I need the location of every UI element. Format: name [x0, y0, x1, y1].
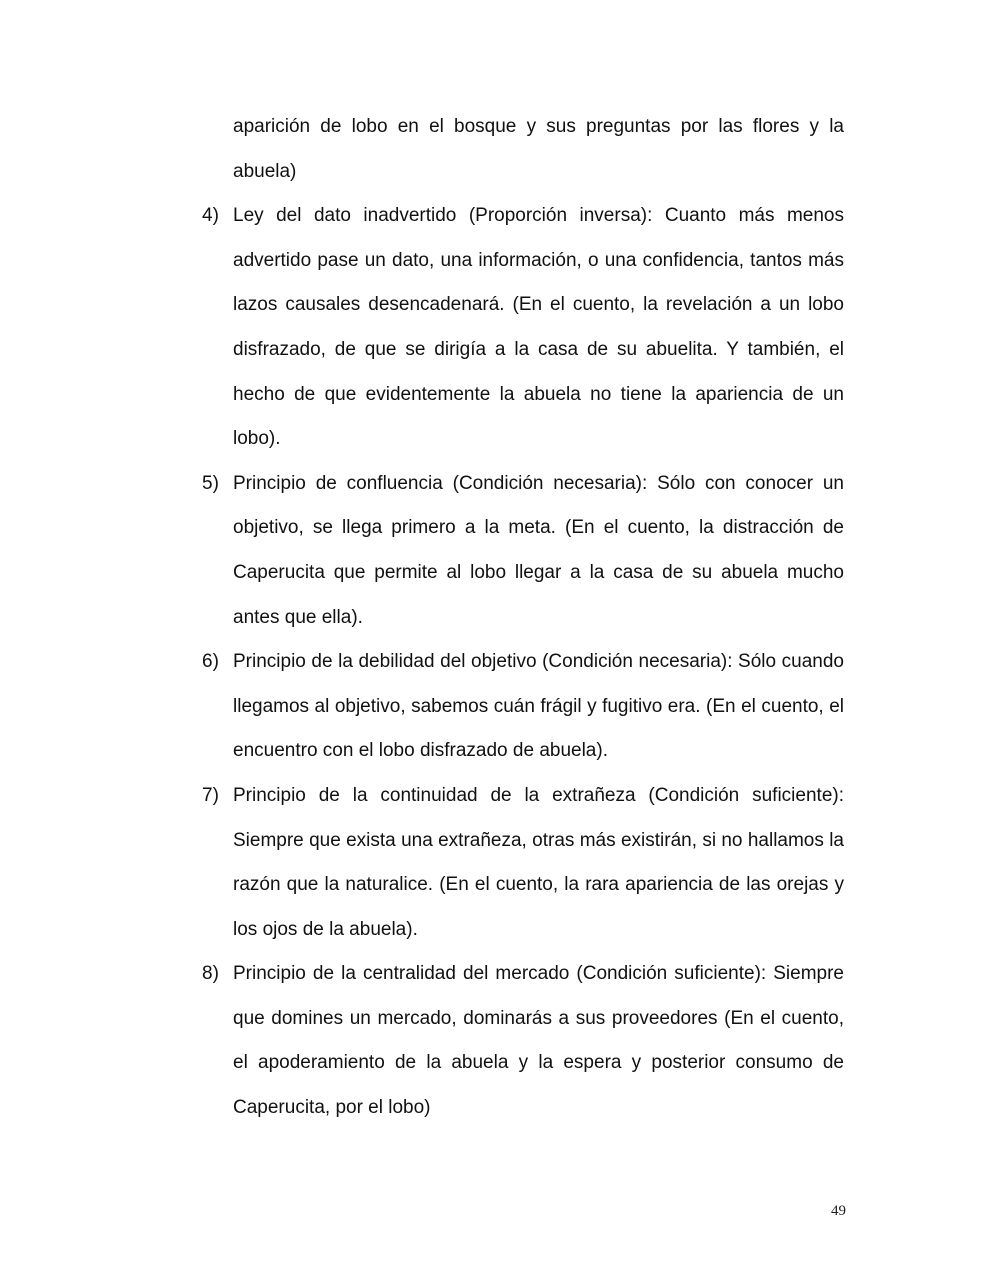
list-item-text: Principio de la continuidad de la extrañeza (Condición suficiente): Siempre que exista una extrañeza, otras más existirán, si no hallamos la razón que la naturalice. (En el cuento, la rara apariencia de las orejas y los ojos de la abuela).	[233, 784, 844, 940]
list-item-text: Principio de la debilidad del objetivo (Condición necesaria): Sólo cuando llegamos al objetivo, sabemos cuán frágil y fugitivo era. (En el cuento, el encuentro con el lobo disfrazado de abuela).	[233, 651, 844, 762]
list-marker: 7)	[202, 784, 219, 806]
list-marker: 6)	[202, 651, 219, 673]
list-item-text: Principio de la centralidad del mercado (Condición suficiente): Siempre que domines un mercado, dominarás a sus proveedores (En el cuento, el apoderamiento de la abuela y la espera y posterior consumo de Caperucita, por el lobo)	[233, 963, 844, 1119]
list-item-7	[202, 774, 844, 952]
page-number: 49	[831, 1203, 846, 1219]
list-item-4	[202, 194, 844, 462]
list-item-8	[202, 952, 844, 1130]
list-item-text: Ley del dato inadvertido (Proporción inversa): Cuanto más menos advertido pase un dato, una información, o una confidencia, tantos más lazos causales desencadenará. (En el cuento, la revelación a un lobo disfrazado, de que se dirigía a la casa de su abuelita. Y también, el hecho de que evidentemente la abuela no tiene la apariencia de un lobo).	[233, 205, 844, 450]
list-item-5	[202, 462, 844, 640]
list-item-text: Principio de confluencia (Condición necesaria): Sólo con conocer un objetivo, se llega primero a la meta. (En el cuento, la distracción de Caperucita que permite al lobo llegar a la casa de su abuela mucho antes que ella).	[233, 472, 844, 628]
list-marker: 4)	[202, 205, 219, 227]
continued-list-text: aparición de lobo en el bosque y sus preguntas por las flores y la abuela)	[233, 116, 844, 182]
document-body	[202, 105, 844, 1131]
list-marker: 5)	[202, 472, 219, 494]
list-marker: 8)	[202, 963, 219, 985]
list-item-6	[202, 640, 844, 774]
